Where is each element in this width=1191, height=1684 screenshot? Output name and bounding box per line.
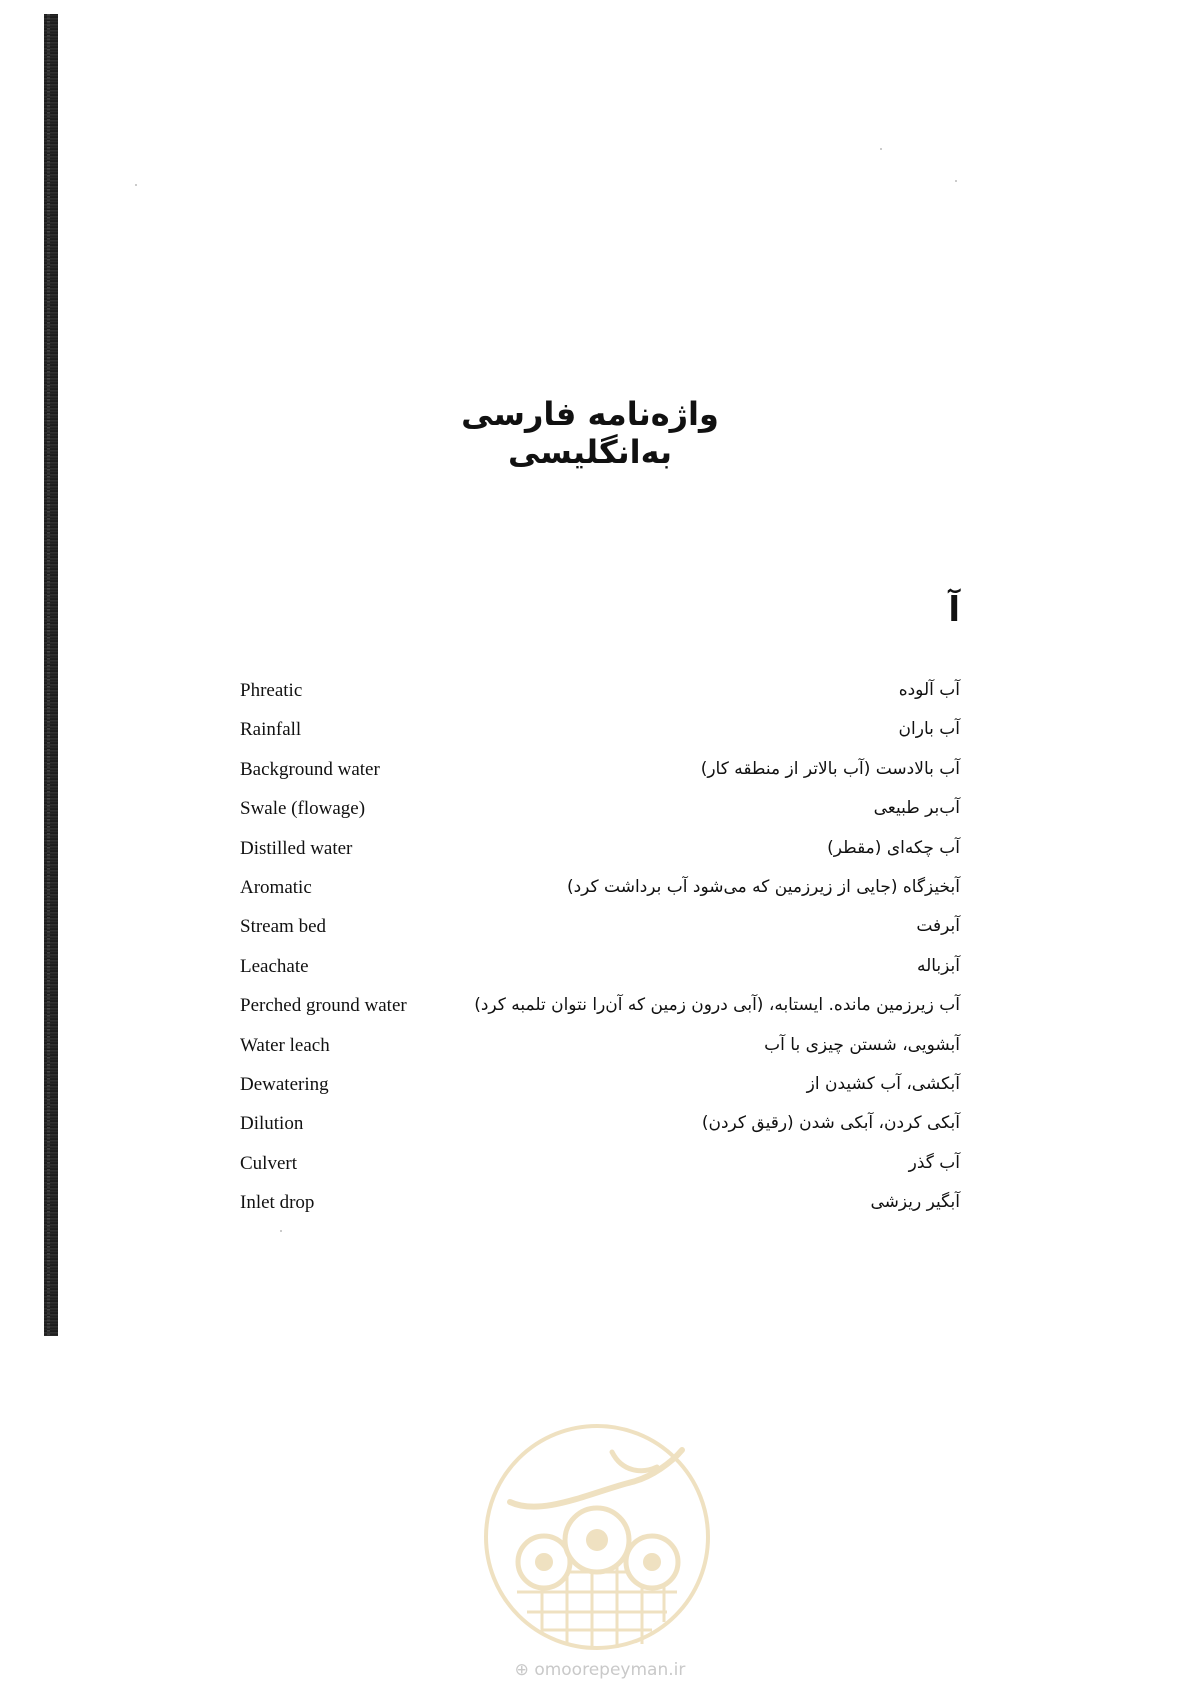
glossary-entry: [240, 1113, 960, 1152]
english-term: Aromatic: [240, 876, 312, 898]
english-term: Stream bed: [240, 916, 327, 938]
page-title: واژه‌نامه فارسی به‌انگلیسی: [461, 395, 719, 471]
globe-icon: ⊕: [514, 1660, 529, 1680]
glossary-entry: [240, 1035, 960, 1074]
scan-speck: [880, 148, 882, 150]
persian-term: آب‌بر طبیعی: [873, 798, 960, 819]
english-term: Dewatering: [240, 1073, 329, 1095]
english-term: Swale (flowage): [240, 798, 366, 820]
english-term: Rainfall: [240, 719, 302, 741]
persian-term: آبکی کردن، آبکی شدن (رقیق کردن): [701, 1113, 960, 1134]
glossary-entry: [240, 1153, 960, 1192]
scan-edge: [44, 14, 58, 1336]
glossary-entry: [240, 680, 960, 719]
calligraphy-mark: [612, 1452, 657, 1471]
glossary-entry: [240, 956, 960, 995]
calligraphy-mark: [510, 1450, 682, 1507]
persian-term: آبخیزگاه (جایی از زیرزمین که می‌شود آب برداشت کرد): [566, 876, 960, 897]
glossary-entry: [240, 838, 960, 877]
glossary-entry: [240, 719, 960, 758]
watermark-logo: [482, 1422, 712, 1652]
persian-term: آب گذر: [908, 1152, 960, 1173]
watermark-url: [490, 1660, 710, 1680]
english-term: Dilution: [240, 1113, 304, 1135]
persian-term: آب زیرزمین مانده. ایستابه، (آبی درون زمین که آن‌را نتوان تلمبه کرد): [474, 995, 960, 1016]
persian-term: آبرفت: [916, 916, 960, 937]
english-term: Water leach: [240, 1034, 330, 1056]
persian-term: آبزباله: [916, 955, 960, 976]
persian-term: آبگیر ریزشی: [870, 1192, 960, 1213]
glossary-entry: [240, 995, 960, 1034]
english-term: Culvert: [240, 1152, 297, 1174]
english-term: Phreatic: [240, 680, 303, 701]
glossary-entry: [240, 916, 960, 955]
persian-term: آب چکه‌ای (مقطر): [827, 837, 960, 858]
english-term: Perched ground water: [240, 995, 407, 1017]
scan-speck: [135, 184, 137, 186]
persian-term: آب بالادست (آب بالاتر از منطقه کار): [700, 758, 960, 779]
section-letter: آ: [948, 590, 960, 630]
persian-term: آبشویی، شستن چیزی با آب: [764, 1034, 960, 1055]
glossary-entry: [240, 877, 960, 916]
persian-term: آب آلوده: [898, 680, 960, 700]
glossary-entry: [240, 759, 960, 798]
persian-term: آب باران: [898, 719, 960, 740]
english-term: Distilled water: [240, 837, 353, 859]
glossary-entry: [240, 1192, 960, 1231]
glossary-entry: [240, 798, 960, 837]
english-term: Inlet drop: [240, 1192, 315, 1214]
english-term: Leachate: [240, 955, 309, 977]
english-term: Background water: [240, 758, 380, 780]
watermark-url-text: omoorepeyman.ir: [534, 1660, 686, 1680]
persian-term: آبکشی، آب کشیدن از: [806, 1073, 960, 1094]
scan-speck: [955, 180, 957, 182]
glossary-list: [240, 680, 960, 1231]
glossary-entry: [240, 1074, 960, 1113]
